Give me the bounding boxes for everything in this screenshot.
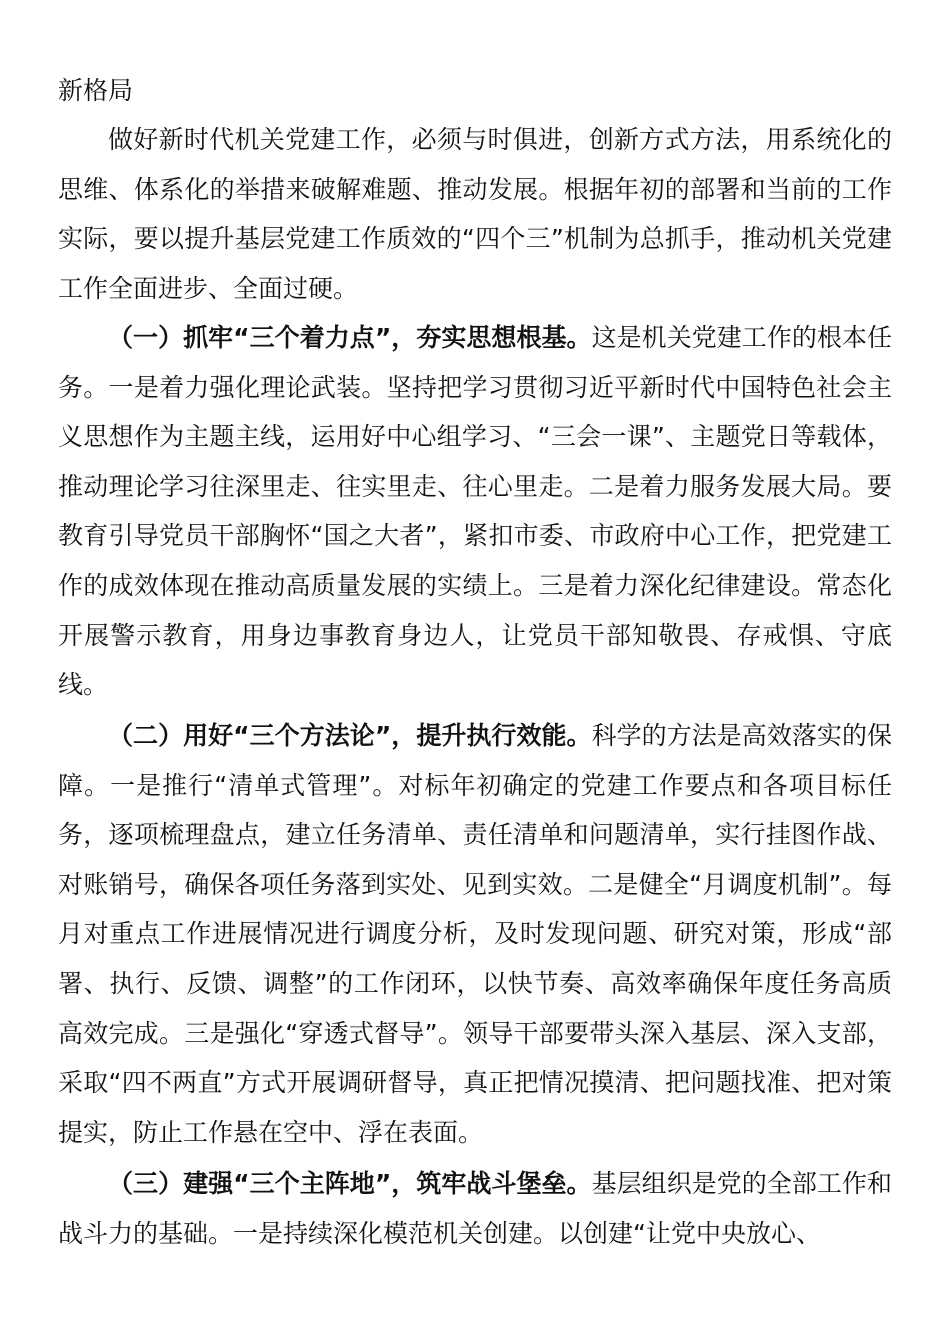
paragraph-section-2 [58,711,892,1157]
section-heading: （二）用好“三个方法论”，提升执行效能。 [108,721,592,750]
paragraph-text: 这是机关党建工作的根本任务。一是着力强化理论武装。坚持把学习贯彻习近平新时代中国特色社会主义思想作为主题主线，运用好中心组学习、“三会一课”、主题党日等载体，推动理论学习往深里走、往实里走、往心里走。二是着力服务发展大局。要教育引导党员干部胸怀“国之大者”，紧扣市委、市政府中心工作，把党建工作的成效体现在推动高质量发展的实绩上。三是着力深化纪律建设。常态化开展警示教育，用身边事教育身边人，让党员干部知敬畏、存戒惧、守底线。 [58,323,892,700]
section-heading: （一）抓牢“三个着力点”，夯实思想根基。 [108,323,592,352]
section-heading: （三）建强“三个主阵地”，筑牢战斗堡垒。 [108,1169,592,1198]
paragraph-section-1 [58,313,892,710]
paragraph-section-3 [58,1159,892,1258]
paragraph-intro [58,115,892,313]
paragraph-text: 做好新时代机关党建工作，必须与时俱进，创新方式方法，用系统化的思维、体系化的举措来破解难题、推动发展。根据年初的部署和当前的工作实际，要以提升基层党建工作质效的“四个三”机制为总抓手，推动机关党建工作全面进步、全面过硬。 [58,125,892,303]
paragraph-continuation [58,66,892,116]
paragraph-text: 科学的方法是高效落实的保障。一是推行“清单式管理”。对标年初确定的党建工作要点和各项目标任务，逐项梳理盘点，建立任务清单、责任清单和问题清单，实行挂图作战、对账销号，确保各项任务落到实处、见到实效。二是健全“月调度机制”。每月对重点工作进展情况进行调度分析，及时发现问题、研究对策，形成“部署、执行、反馈、调整”的工作闭环，以快节奏、高效率确保年度任务高质高效完成。三是强化“穿透式督导”。领导干部要带头深入基层、深入支部，采取“四不两直”方式开展调研督导，真正把情况摸清、把问题找准、把对策提实，防止工作悬在空中、浮在表面。 [58,721,892,1147]
paragraph-text: 基层组织是党的全部工作和战斗力的基础。一是持续深化模范机关创建。以创建“让党中央放心、 [58,1169,892,1248]
paragraph-text: 新格局 [58,76,134,105]
